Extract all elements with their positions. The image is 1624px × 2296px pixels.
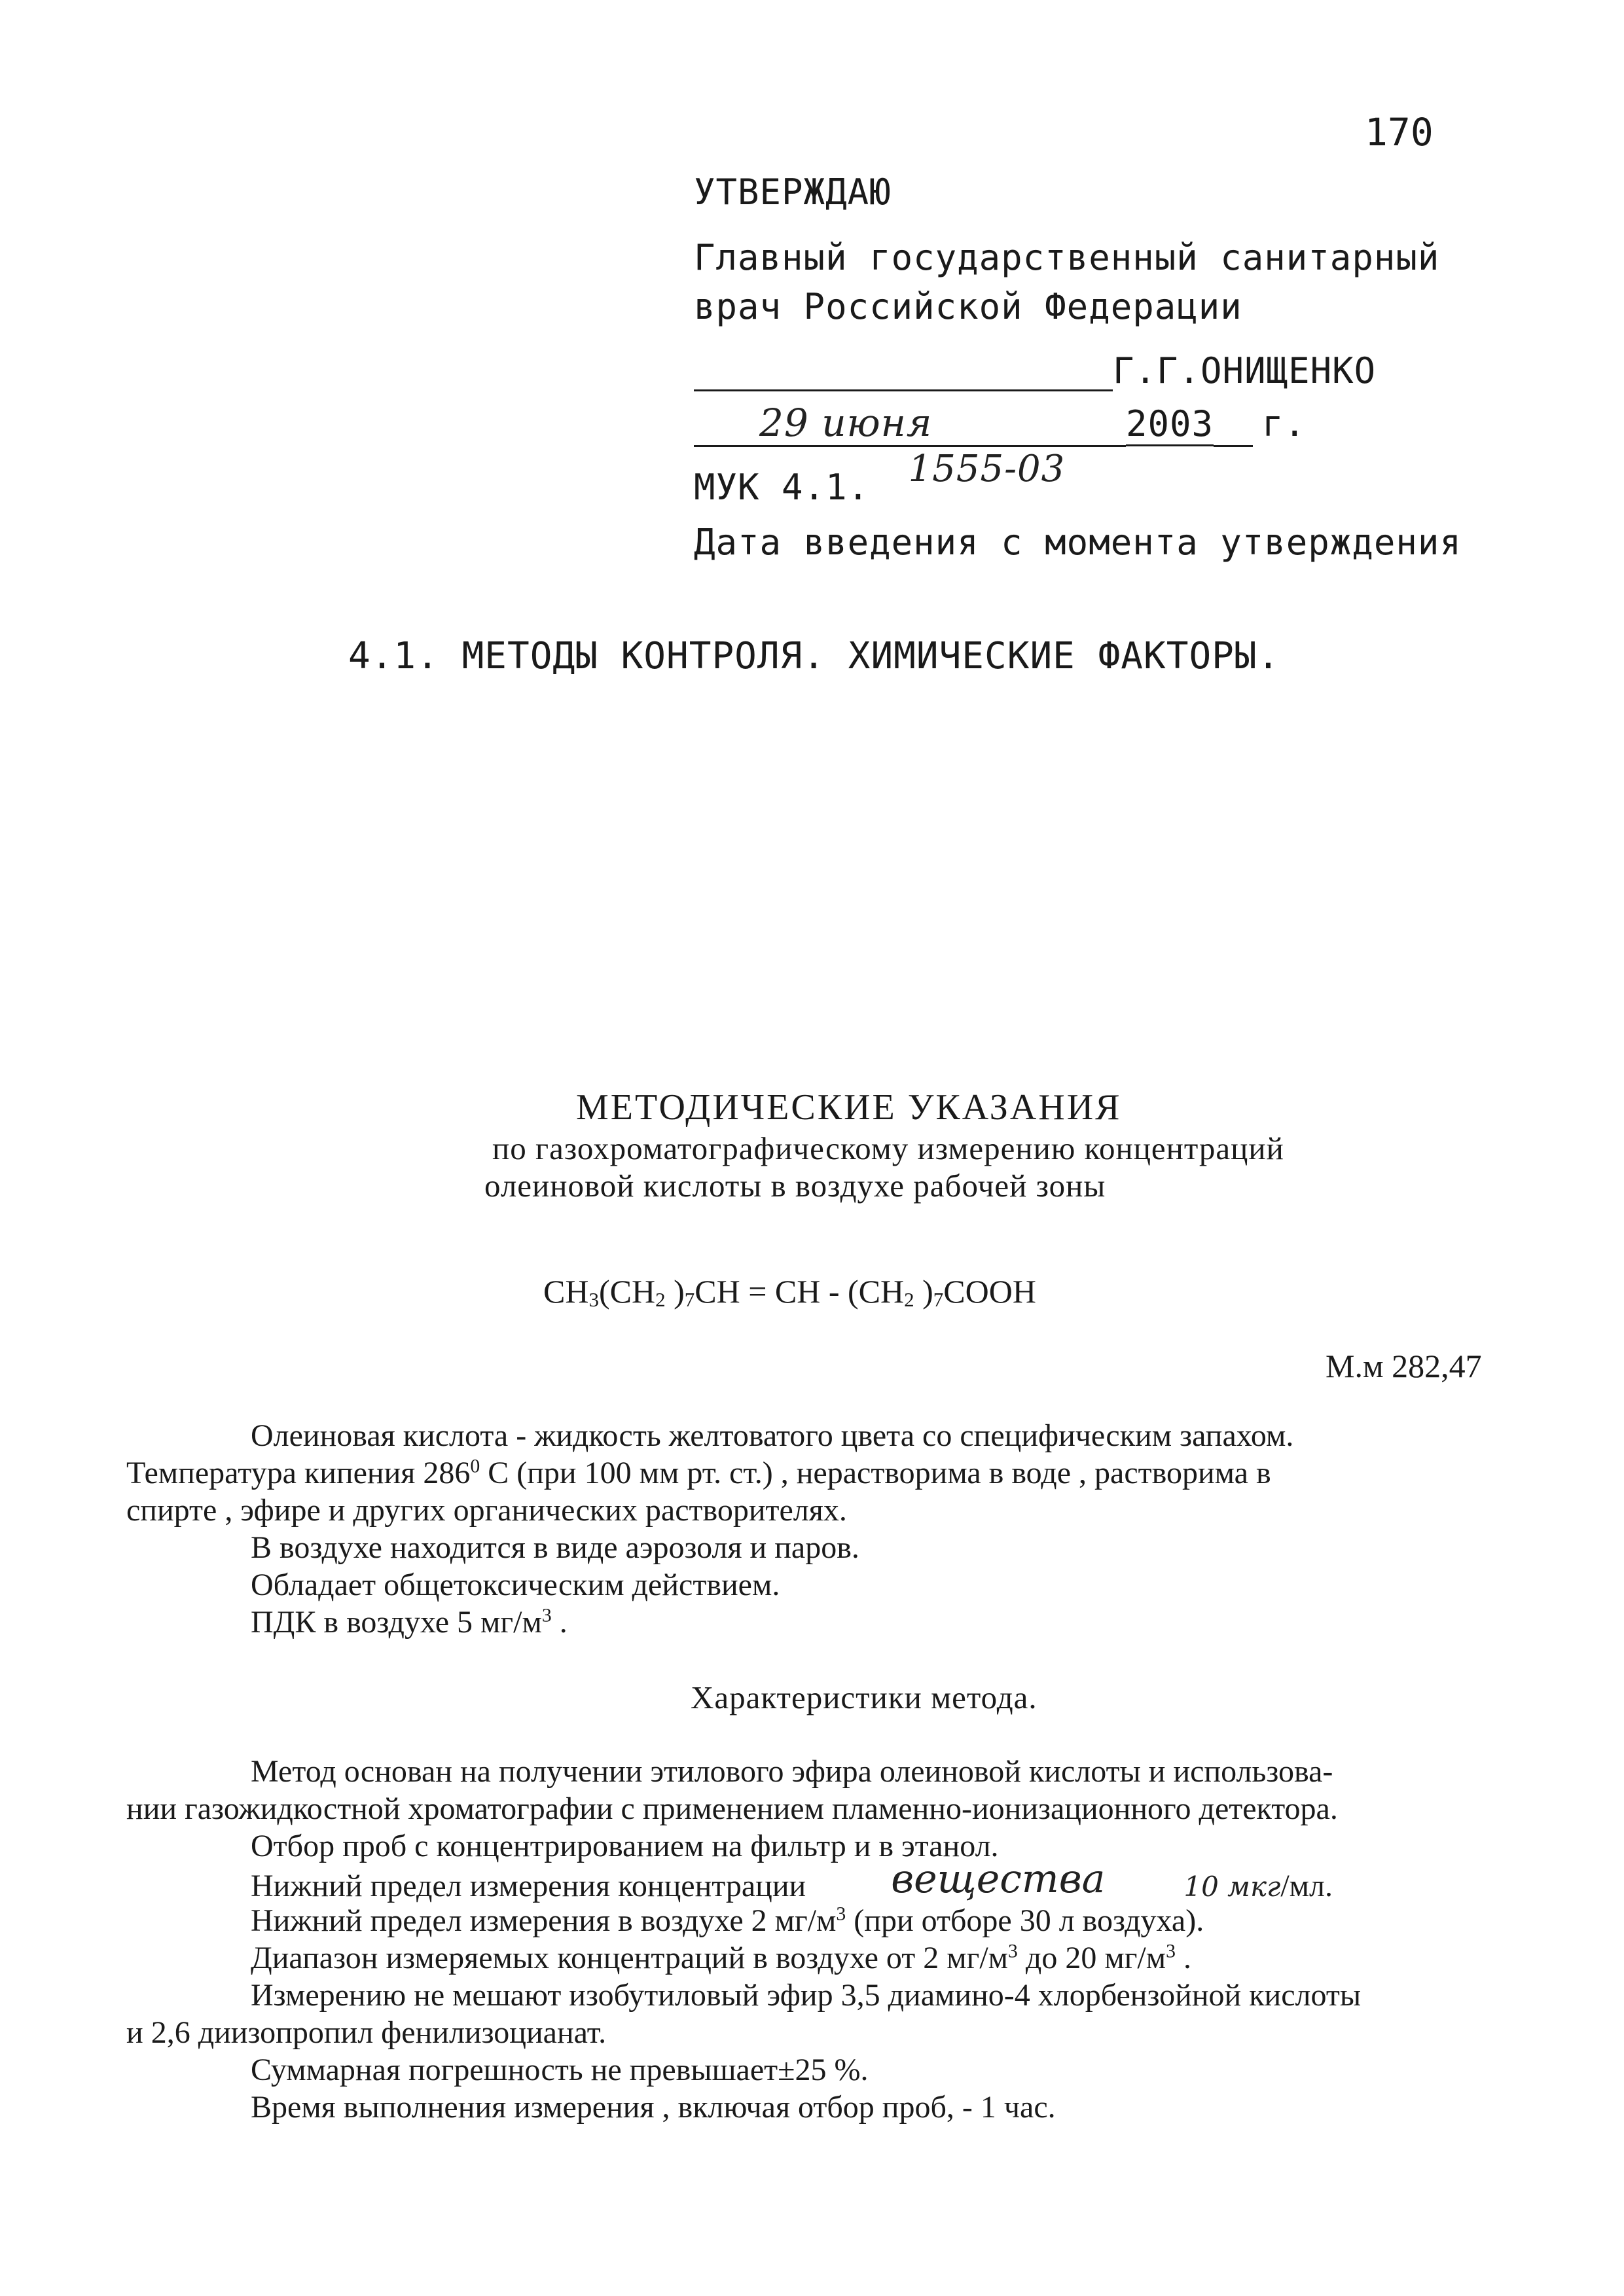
- page-number: 170: [1365, 110, 1434, 154]
- approval-date-handwritten: 29 июня: [746, 401, 995, 447]
- characteristics-line1: Метод основан на получении этилового эфира олеиновой кислоты и использова-: [251, 1754, 1333, 1789]
- description-line5: Обладает общетоксическим действием.: [251, 1568, 780, 1602]
- muk-label: МУК 4.1.: [694, 467, 870, 508]
- description-line4: В воздухе находится в виде аэрозоля и паров.: [251, 1530, 859, 1565]
- handwritten-value: 10 мкг: [1183, 1871, 1281, 1903]
- characteristics-line10: Время выполнения измерения , включая отбор проб, - 1 час.: [251, 2090, 1056, 2125]
- description-line3: спирте , эфире и других органических растворителях.: [126, 1493, 847, 1528]
- approval-date-line: [694, 401, 1306, 447]
- approval-year-suffix: г.: [1262, 403, 1307, 444]
- section-heading: 4.1. МЕТОДЫ КОНТРОЛЯ. ХИМИЧЕСКИЕ ФАКТОРЫ.: [348, 635, 1280, 677]
- characteristics-line6: Диапазон измеряемых концентраций в воздухе от 2 $мг/м^3$ до 20 $мг/м^3$ .: [251, 1940, 1191, 1975]
- effective-date: Дата введения с момента утверждения: [694, 522, 1462, 563]
- approval-position-line1: Главный государственный санитарный: [694, 237, 1440, 278]
- characteristics-line9: Суммарная погрешность не превышает±25 %.: [251, 2053, 869, 2087]
- characteristics-line5: Нижний предел измерения в воздухе 2 $мг/м^3$ (при отборе 30 л воздуха).: [251, 1903, 1204, 1938]
- chemical-formula: $CH_3(CH_2$ )$_7CH$ = CH - ($CH_2$ )$_7COOH$: [543, 1273, 1036, 1312]
- characteristics-line4: Нижний предел измерения концентрации вещества 10 мкг/мл.: [251, 1856, 1333, 1903]
- document-title: МЕТОДИЧЕСКИЕ УКАЗАНИЯ: [576, 1087, 1122, 1128]
- approval-year: 2003: [1126, 403, 1214, 446]
- document-subtitle-line2: олеиновой кислоты в воздухе рабочей зоны: [484, 1168, 1106, 1204]
- characteristics-heading: Характеристики метода.: [691, 1679, 1038, 1715]
- description-line2: Температура кипения $286^0$ С (при 100 мм рт. ст.) , нерастворима в воде , растворима в: [126, 1455, 1271, 1490]
- description-line1: Олеиновая кислота - жидкость желтоватого цвета со специфическим запахом.: [251, 1418, 1294, 1453]
- characteristics-line3: Отбор проб с концентрированием на фильтр и в этанол.: [251, 1829, 999, 1863]
- signature-name: Г.Г.ОНИЩЕНКО: [1113, 350, 1377, 391]
- document-subtitle-line1: по газохроматографическому измерению концентраций: [492, 1130, 1284, 1166]
- approval-position-line2: врач Российской Федерации: [694, 286, 1242, 327]
- approval-title: УТВЕРЖДАЮ: [694, 171, 892, 213]
- description-line6: ПДК в воздухе 5 $мг/м^3$ .: [251, 1604, 568, 1640]
- characteristics-line7: Измерению не мешают изобутиловый эфир 3,5 диамино-4 хлорбензойной кислоты: [251, 1978, 1362, 2013]
- characteristics-line2: нии газожидкостной хроматографии с применением пламенно-ионизационного детектора.: [126, 1791, 1338, 1826]
- muk-line: [694, 448, 1066, 509]
- molar-mass: М.м 282,47: [1326, 1348, 1482, 1384]
- characteristics-line8: и 2,6 диизопропил фенилизоцианат.: [126, 2015, 607, 2050]
- handwritten-substance: вещества: [891, 1856, 1106, 1902]
- muk-number-handwritten: 1555-03: [908, 448, 1066, 490]
- signature-line: [694, 350, 1376, 391]
- signature-blank: [694, 358, 1113, 391]
